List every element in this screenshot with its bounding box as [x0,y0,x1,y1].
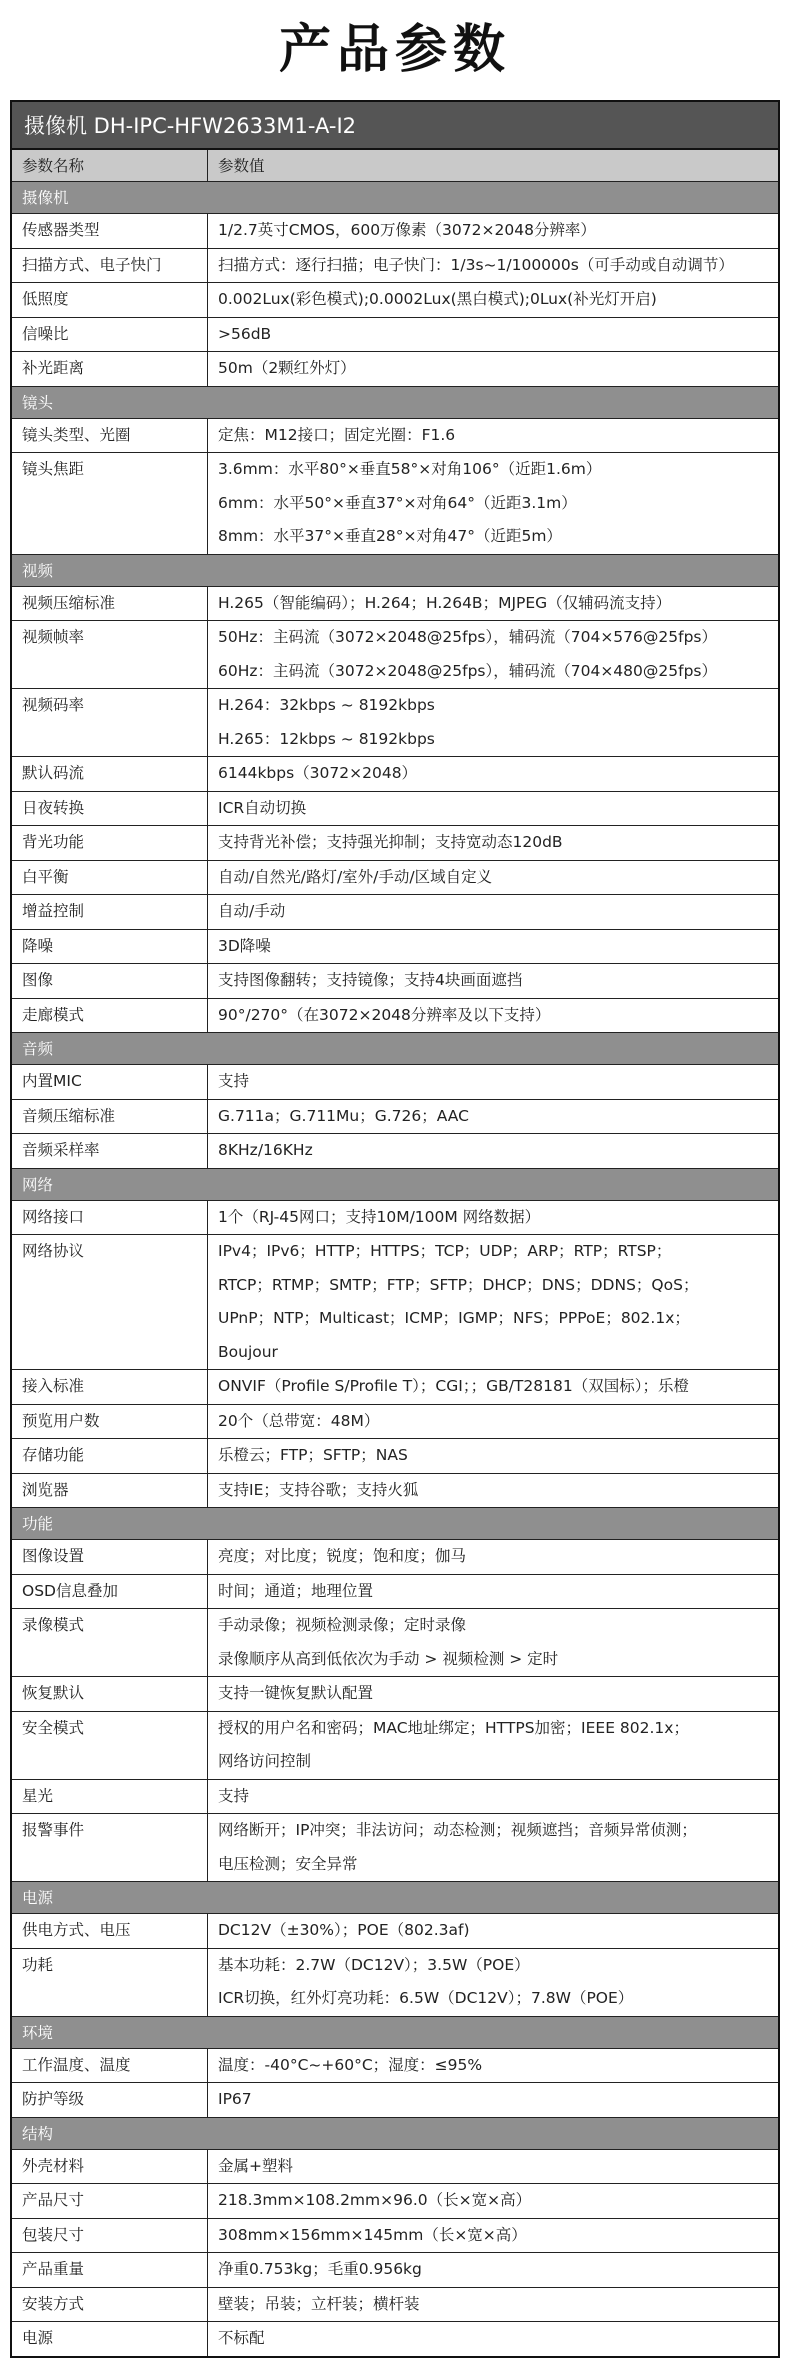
param-value [208,1949,778,2016]
section-title: 结构 [22,2124,54,2143]
param-value-line: 60Hz：主码流（3072×2048@25fps），辅码流（704×480@25fps） [218,661,717,680]
param-name: 预览用户数 [12,1405,208,1439]
table-row [12,1439,778,1474]
param-value [208,1235,778,1369]
param-value-line: 壁装；吊装；立杆装；横杆装 [218,2294,420,2313]
param-value [208,318,778,352]
param-name: 工作温度、温度 [12,2049,208,2083]
table-row [12,1914,778,1949]
param-value-line: 录像顺序从高到低依次为手动 > 视频检测 > 定时 [218,1649,559,1668]
table-row [12,826,778,861]
param-name: 内置MIC [12,1065,208,1099]
param-value-line: H.265：12kbps ~ 8192kbps [218,729,435,748]
param-value [208,214,778,248]
param-value [208,2150,778,2184]
param-name: 低照度 [12,283,208,317]
section-title: 功能 [22,1515,54,1533]
table-row [12,757,778,792]
param-value [208,1609,778,1676]
param-value [208,1100,778,1134]
param-value-line: 1/2.7英寸CMOS，600万像素（3072×2048分辨率） [218,221,596,239]
param-value [208,792,778,826]
table-row [12,214,778,249]
param-name: 补光距离 [12,352,208,386]
section-title: 音频 [22,1040,54,1058]
param-name: 默认码流 [12,757,208,791]
param-name: 视频压缩标准 [12,587,208,621]
param-name: 浏览器 [12,1474,208,1508]
param-value-line: 308mm×156mm×145mm（长×宽×高） [218,2225,527,2244]
table-row [12,621,778,689]
table-row [12,1780,778,1815]
param-value-line: 基本功耗：2.7W（DC12V）；3.5W（POE） [218,1955,530,1974]
table-row [12,1474,778,1509]
param-value-line: IP67 [218,2090,252,2108]
param-value [208,352,778,386]
section-title: 环境 [22,2023,54,2042]
param-value-line: 1个（RJ-45网口；支持10M/100M 网络数据） [218,1207,541,1226]
param-name: 镜头焦距 [12,453,208,554]
param-value [208,1914,778,1948]
table-row [12,999,778,1034]
param-value-line: G.711a；G.711Mu；G.726；AAC [218,1106,469,1125]
table-row [12,1677,778,1712]
spec-table [10,100,780,2358]
param-value-line: 扫描方式：逐行扫描；电子快门：1/3s~1/100000s（可手动或自动调节） [218,255,734,274]
param-value [208,2288,778,2322]
param-name: 安全模式 [12,1712,208,1779]
table-header [12,150,778,182]
param-name: 镜头类型、光圈 [12,419,208,453]
param-value-line: 支持图像翻转；支持镜像；支持4块画面遮挡 [218,971,523,989]
param-value-line: 3D降噪 [218,936,271,955]
page-title: 产品参数 [278,19,511,80]
param-value-line: 乐橙云；FTP；SFTP；NAS [218,1446,408,1464]
table-row [12,861,778,896]
param-value [208,249,778,283]
header-param-value: 参数值 [218,157,265,175]
param-value-line: 手动录像；视频检测录像；定时录像 [218,1616,467,1634]
table-row [12,1235,778,1370]
param-name: 外壳材料 [12,2150,208,2184]
section-row [12,1508,778,1540]
param-value-line: 支持一键恢复默认配置 [218,1684,374,1702]
param-name: 降噪 [12,930,208,964]
param-value-line: ICR切换，红外灯亮功耗：6.5W（DC12V）；7.8W（POE） [218,1989,634,2007]
param-value-line: >56dB [218,324,272,343]
table-row [12,689,778,757]
param-name: 视频帧率 [12,621,208,688]
param-name: 防护等级 [12,2083,208,2117]
param-value-line: ICR自动切换 [218,798,307,817]
param-name: 产品尺寸 [12,2184,208,2218]
param-value [208,453,778,554]
param-name: 报警事件 [12,1814,208,1881]
section-title: 网络 [22,1175,54,1194]
param-name: 安装方式 [12,2288,208,2322]
table-row [12,419,778,454]
param-value-line: 授权的用户名和密码；MAC地址绑定；HTTPS加密；IEEE 802.1x； [218,1718,689,1737]
param-name: 日夜转换 [12,792,208,826]
param-value-line: 支持IE；支持谷歌；支持火狐 [218,1480,419,1499]
table-row [12,1065,778,1100]
table-row [12,1540,778,1575]
param-value [208,1201,778,1235]
param-value-line: 8KHz/16KHz [218,1141,313,1159]
table-row [12,2288,778,2323]
param-name: 背光功能 [12,826,208,860]
param-value-line: 定焦：M12接口；固定光圈：F1.6 [218,425,456,444]
param-value-line: IPv4；IPv6；HTTP；HTTPS；TCP；UDP；ARP；RTP；RTSP； [218,1242,672,1260]
param-name: 电源 [12,2322,208,2356]
table-row [12,1370,778,1405]
param-value [208,1780,778,1814]
param-value-line: 50m（2颗红外灯） [218,359,356,377]
table-row [12,1100,778,1135]
table-row [12,2253,778,2288]
section-title: 摄像机 [22,189,69,207]
param-value [208,930,778,964]
param-name: 网络协议 [12,1235,208,1369]
param-name: 供电方式、电压 [12,1914,208,1948]
param-value [208,2322,778,2356]
section-title: 视频 [22,561,54,580]
section-row [12,1882,778,1914]
param-name: 网络接口 [12,1201,208,1235]
param-name: 传感器类型 [12,214,208,248]
table-row [12,895,778,930]
section-row [12,555,778,587]
table-row [12,1814,778,1882]
param-value [208,2253,778,2287]
param-name: 星光 [12,1780,208,1814]
table-row [12,930,778,965]
table-row [12,1949,778,2017]
param-value [208,419,778,453]
param-value [208,621,778,688]
table-row [12,352,778,387]
param-value-line: DC12V（±30%）；POE（802.3af) [218,1921,470,1939]
param-value-line: 网络断开；IP冲突；非法访问；动态检测；视频遮挡；音频异常侦测； [218,1821,697,1839]
param-value [208,1814,778,1881]
param-value-line: ONVIF（Profile S/Profile T）；CGI；；GB/T28181（双国标）；乐橙 [218,1377,689,1395]
param-value-line: RTCP；RTMP；SMTP；FTP；SFTP；DHCP；DNS；DDNS；QoS； [218,1275,699,1294]
table-row [12,964,778,999]
param-name: 视频码率 [12,689,208,756]
section-title: 镜头 [22,393,54,412]
param-value-line: 3.6mm：水平80°×垂直58°×对角106°（近距1.6m） [218,460,602,478]
param-value-line: 0.002Lux(彩色模式);0.0002Lux(黑白模式);0Lux(补光灯开启) [218,290,657,308]
param-value [208,587,778,621]
param-value-line: 8mm：水平37°×垂直28°×对角47°（近距5m） [218,527,562,545]
section-row [12,1169,778,1201]
param-value [208,1474,778,1508]
param-value-line: Boujour [218,1342,278,1361]
param-value [208,1712,778,1779]
table-row [12,249,778,284]
param-value-line: 金属+塑料 [218,2156,293,2175]
table-row [12,318,778,353]
param-value-line: 支持 [218,1072,250,1090]
param-name: OSD信息叠加 [12,1575,208,1609]
param-value [208,964,778,998]
param-name: 走廊模式 [12,999,208,1033]
param-value-line: 6mm：水平50°×垂直37°×对角64°（近距3.1m） [218,493,577,512]
param-name: 功耗 [12,1949,208,2016]
param-value-line: 温度：-40°C~+60°C；湿度：≤95% [218,2055,483,2074]
table-row [12,1201,778,1236]
table-row [12,1134,778,1169]
table-row [12,2083,778,2118]
param-value [208,1405,778,1439]
param-value [208,1439,778,1473]
param-name: 增益控制 [12,895,208,929]
param-value [208,2083,778,2117]
param-name: 音频采样率 [12,1134,208,1168]
section-row [12,387,778,419]
param-value [208,2219,778,2253]
param-value [208,1370,778,1404]
param-value [208,283,778,317]
param-value [208,757,778,791]
table-row [12,283,778,318]
param-value [208,1575,778,1609]
param-value-line: 不标配 [218,2329,265,2347]
param-value-line: 时间；通道；地理位置 [218,1581,374,1600]
param-value [208,895,778,929]
param-value-line: 20个（总带宽：48M） [218,1411,380,1430]
param-value-line: 净重0.753kg；毛重0.956kg [218,2260,422,2278]
header-param-name: 参数名称 [12,150,208,181]
param-name: 扫描方式、电子快门 [12,249,208,283]
table-row [12,453,778,555]
param-value [208,1065,778,1099]
table-row [12,2150,778,2185]
param-value-line: UPnP；NTP；Multicast；ICMP；IGMP；NFS；PPPoE；802.1x； [218,1309,690,1327]
table-row [12,587,778,622]
param-value [208,826,778,860]
param-name: 接入标准 [12,1370,208,1404]
table-row [12,792,778,827]
param-name: 信噪比 [12,318,208,352]
param-name: 录像模式 [12,1609,208,1676]
param-value-line: 亮度；对比度；锐度；饱和度；伽马 [218,1547,467,1565]
section-title: 电源 [22,1889,54,1907]
param-value [208,999,778,1033]
table-body [12,182,778,2356]
table-row [12,1405,778,1440]
param-value-line: 支持 [218,1786,250,1805]
table-row [12,2049,778,2084]
param-value-line: 网络访问控制 [218,1752,312,1770]
param-name: 图像设置 [12,1540,208,1574]
model-title-bar: 摄像机 DH-IPC-HFW2633M1-A-I2 [12,102,778,150]
param-value [208,861,778,895]
param-value [208,2049,778,2083]
param-value-line: 自动/手动 [218,902,286,920]
table-row [12,1609,778,1677]
param-name: 恢复默认 [12,1677,208,1711]
table-row [12,2322,778,2356]
param-value-line: 6144kbps（3072×2048） [218,764,418,782]
param-value [208,1540,778,1574]
param-name: 白平衡 [12,861,208,895]
table-row [12,2184,778,2219]
param-name: 包装尺寸 [12,2219,208,2253]
section-row [12,182,778,214]
section-row [12,2017,778,2049]
param-value-line: 自动/自然光/路灯/室外/手动/区域自定义 [218,867,493,886]
param-value-line: 电压检测；安全异常 [218,1854,358,1873]
param-value-line: H.264：32kbps ~ 8192kbps [218,696,435,714]
param-name: 图像 [12,964,208,998]
param-name: 音频压缩标准 [12,1100,208,1134]
param-value-line: 50Hz：主码流（3072×2048@25fps），辅码流（704×576@25fps） [218,628,717,646]
param-value [208,2184,778,2218]
table-row [12,2219,778,2254]
param-value-line: 218.3mm×108.2mm×96.0（长×宽×高） [218,2191,532,2209]
param-value-line: 90°/270°（在3072×2048分辨率及以下支持） [218,1005,551,1024]
table-row [12,1712,778,1780]
param-value-line: 支持背光补偿；支持强光抑制；支持宽动态120dB [218,833,563,851]
section-row [12,1033,778,1065]
table-row [12,1575,778,1610]
param-value [208,1134,778,1168]
param-name: 产品重量 [12,2253,208,2287]
param-value [208,1677,778,1711]
param-value-line: H.265（智能编码）；H.264；H.264B；MJPEG（仅辅码流支持） [218,593,672,612]
section-row [12,2118,778,2150]
param-value [208,689,778,756]
param-name: 存储功能 [12,1439,208,1473]
